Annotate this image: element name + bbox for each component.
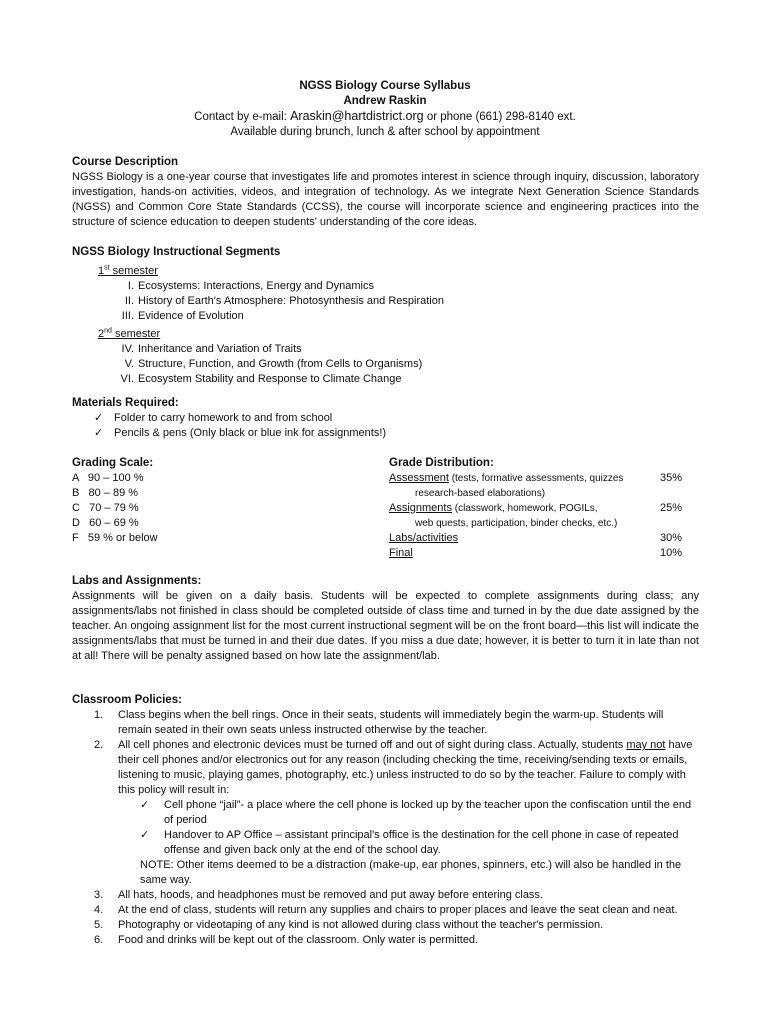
labs-heading: Labs and Assignments: — [72, 575, 202, 587]
grade-distribution-heading: Grade Distribution: — [389, 457, 494, 469]
materials-section — [72, 396, 699, 441]
grade-row: C 70 – 79 % — [72, 502, 139, 514]
policy-note: NOTE: Other items deemed to be a distraction (make-up, ear phones, spinners, etc.) will also be handled in the same way. — [140, 859, 682, 886]
course-description-section — [72, 155, 699, 230]
grading-scale — [72, 456, 372, 546]
policies-heading: Classroom Policies: — [72, 694, 182, 706]
course-description-text: NGSS Biology is a one-year course that investigates life and promotes interest in science through inquiry, discussion, laboratory investigation, hands-on activities, videos, and integration of technology. As we integrate Next Generation Science Standards (NGSS) and Common Core State Standards (CCSS), the course will incorporate science and engineering practices into the structure of science education to deepen students' understanding of the core ideas. — [72, 171, 699, 228]
distribution-row: Assessment (tests, formative assessments, quizzes 35% — [389, 472, 683, 484]
contact-prefix: Contact by e-mail: — [194, 111, 287, 123]
grade-row: F 59 % or below — [72, 532, 158, 544]
grade-row: D 60 – 69 % — [72, 517, 139, 529]
policy-item: 2. All cell phones and electronic devices must be turned off and out of sight during class. Actually, students may not have their cell phones and/or electronics out for any reason (including checking the time, receiving/sending texts or emails, listening to music, playing games, photography, etc.) unless instructed to do so by the teacher. Failure to comply with this policy will result in: — [94, 739, 693, 796]
document-title: NGSS Biology Course Syllabus — [299, 80, 471, 92]
semester-1 — [72, 260, 699, 324]
checkmark-icon: ✓ — [140, 799, 150, 811]
policy-item: 3. All hats, hoods, and headphones must be removed and put away before entering class. — [94, 889, 543, 901]
checkmark-icon: ✓ — [140, 829, 150, 841]
policy-item: 6. Food and drinks will be kept out of the classroom. Only water is permitted. — [94, 934, 479, 946]
course-description-heading: Course Description — [72, 156, 179, 168]
policies-section — [72, 693, 699, 948]
checkmark-icon: ✓ — [94, 412, 104, 424]
distribution-row: Final 10% — [389, 547, 683, 559]
segment-item: IV. Inheritance and Variation of Traits — [121, 343, 302, 356]
segment-item: VI. Ecosystem Stability and Response to Climate Change — [120, 373, 402, 386]
policy-subitem: ✓ Handover to AP Office – assistant principal's office is the destination for the cell phone in case of repeated offense and given back only at the end of the school day. — [140, 829, 679, 856]
grade-row: A 90 – 100 % — [72, 472, 144, 484]
contact-phone: or phone (661) 298-8140 ext. — [426, 111, 576, 123]
semester-2-label: 2nd semester — [98, 327, 161, 341]
distribution-subtext: research-based elaborations) — [415, 488, 546, 499]
grading-scale-heading: Grading Scale: — [72, 457, 154, 469]
availability-line: Available during brunch, lunch & after school by appointment — [230, 126, 540, 138]
material-item: ✓ Folder to carry homework to and from school — [94, 412, 333, 424]
labs-text: Assignments will be given on a daily basis. Students will be expected to complete assignments during class; any assignments/labs not finished in class should be completed outside of class time and turned in by the due date assigned by the teacher. An ongoing assignment list for the most current instructional segment will be on the front board—this list will indicate the assignments/labs that must be turned in and their due dates. If you miss a due date; however, it is better to turn it in late than not at all! There will be penalty assigned based on how late the assignment/lab. — [72, 590, 699, 662]
contact-line — [0, 109, 770, 125]
segments-section — [72, 245, 699, 387]
policy-subitem: ✓ Cell phone “jail”- a place where the cell phone is locked up by the teacher upon the confiscation until the end of period — [140, 799, 692, 826]
policy-item: 5. Photography or videotaping of any kind is not allowed during class without the teacher's permission. — [94, 919, 604, 931]
segments-heading: NGSS Biology Instructional Segments — [72, 246, 281, 258]
author-name: Andrew Raskin — [343, 95, 427, 107]
segment-item: III. Evidence of Evolution — [121, 309, 244, 322]
grade-row: B 80 – 89 % — [72, 487, 139, 499]
segment-item: V. Structure, Function, and Growth (from Cells to Organisms) — [124, 358, 423, 371]
distribution-row: Labs/activities 30% — [389, 532, 683, 544]
email-address: Araskin@hartdistrict.org — [290, 109, 424, 123]
policy-item: 4. At the end of class, students will return any supplies and chairs to proper places and leave the seat clean and neat. — [94, 904, 678, 916]
checkmark-icon: ✓ — [94, 427, 104, 439]
distribution-subtext: web quests, participation, binder checks, etc.) — [415, 518, 618, 529]
grade-distribution — [389, 456, 689, 561]
semester-2 — [72, 324, 699, 388]
material-item: ✓ Pencils & pens (Only black or blue ink for assignments!) — [94, 427, 387, 439]
policy-item: 1. Class begins when the bell rings. Once in their seats, students will immediately begin the warm-up. Students will remain seated in their own seats unless instructed otherwise by the teacher. — [94, 709, 664, 736]
segment-item: II. History of Earth's Atmosphere: Photosynthesis and Respiration — [124, 294, 444, 307]
distribution-row: Assignments (classwork, homework, POGILs, 25% — [389, 502, 683, 514]
semester-1-label: 1st semester — [98, 264, 158, 277]
segment-item: I. Ecosystems: Interactions, Energy and Dynamics — [127, 279, 374, 292]
materials-heading: Materials Required: — [72, 397, 179, 409]
labs-section — [72, 574, 699, 664]
syllabus-header — [0, 79, 770, 140]
